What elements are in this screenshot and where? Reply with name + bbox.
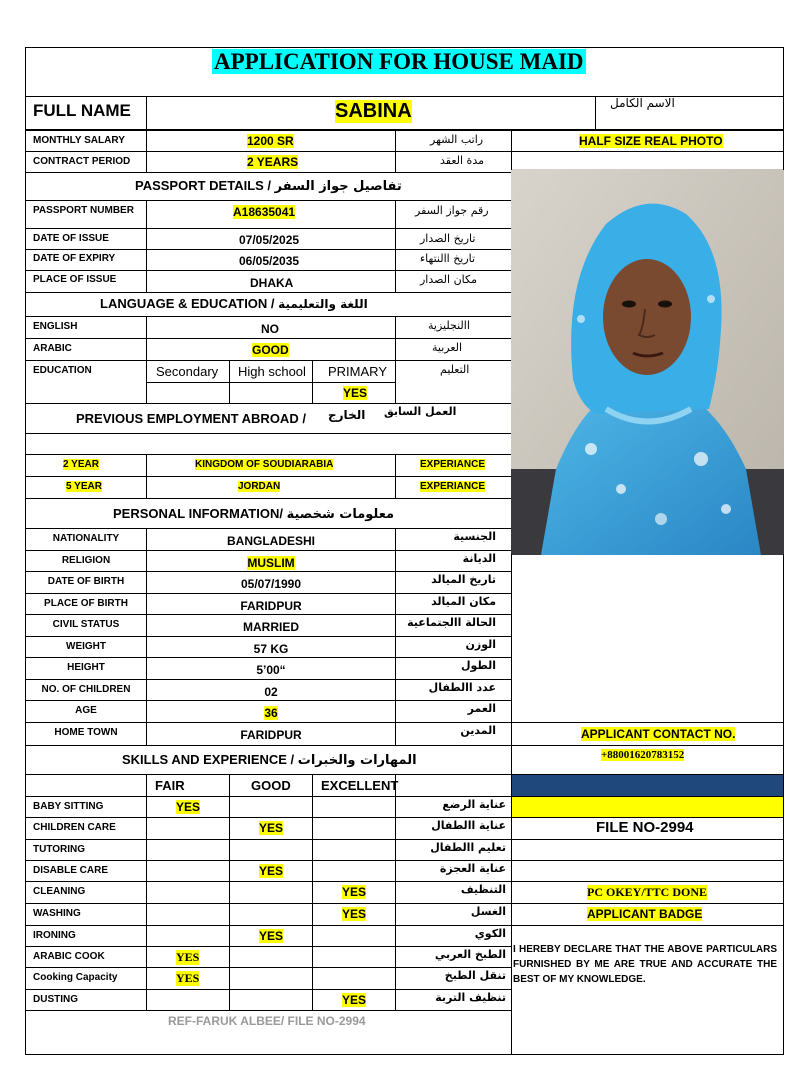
edu-primary: PRIMARY xyxy=(328,364,387,379)
skill-excellent-cell xyxy=(312,946,396,968)
skill-label-ar: تنظيف التربة xyxy=(435,991,506,1004)
personal-value: 02 xyxy=(264,685,278,699)
skill-excellent-cell xyxy=(312,796,396,818)
skill-label: IRONING xyxy=(33,930,76,941)
skill-label: TUTORING xyxy=(33,844,86,855)
personal-value-wrap xyxy=(146,597,396,615)
contact-value: +88001620783152 xyxy=(601,749,685,761)
navy-band xyxy=(511,774,784,797)
passport-number-label-ar: رقم جواز السفر xyxy=(415,204,489,217)
personal-label-ar: تاريخ الميالد xyxy=(431,573,496,586)
personal-value-wrap xyxy=(146,532,396,550)
education-label-ar: التعليم xyxy=(440,363,470,376)
applicant-photo xyxy=(511,169,784,555)
skill-fair-cell xyxy=(146,860,230,882)
yellow-band xyxy=(511,796,784,818)
skills-col-excellent: EXCELLENT xyxy=(321,778,399,793)
contract-value: 2 YEARS xyxy=(247,155,299,169)
personal-label-ar: الديانة xyxy=(462,552,496,565)
personal-label-ar: العمر xyxy=(467,702,496,715)
skill-good-value: YES xyxy=(259,929,284,943)
file-no: FILE NO-2994 xyxy=(596,819,694,836)
skill-fair-cell xyxy=(146,839,230,861)
employment-row-2-years: 5 YEAR xyxy=(66,481,102,492)
skills-heading: SKILLS AND EXPERIENCE / المهارات والخبرات xyxy=(122,752,417,768)
employment-row-1-country: KINGDOM OF SOUDIARABIA xyxy=(195,459,334,470)
skill-excellent-value: YES xyxy=(342,907,367,921)
personal-label-ar: الجنسية xyxy=(453,530,496,543)
edu-secondary: Secondary xyxy=(156,364,219,379)
language-heading: LANGUAGE & EDUCATION / اللغة والتعليمية xyxy=(100,296,368,311)
skill-label-ar: الغسل xyxy=(470,905,506,918)
skill-label-ar: عناية العجزة xyxy=(439,862,506,875)
skill-good-cell xyxy=(229,796,313,818)
skill-good-cell xyxy=(229,989,313,1011)
skill-good-cell xyxy=(229,967,313,990)
edu-primary-value: YES xyxy=(343,386,368,400)
page-title: APPLICATION FOR HOUSE MAID xyxy=(214,49,584,74)
personal-label: WEIGHT xyxy=(66,641,106,652)
personal-heading: PERSONAL INFORMATION/ معلومات شخصية xyxy=(113,506,395,522)
skill-excellent-cell xyxy=(312,860,396,882)
personal-label: NATIONALITY xyxy=(52,533,120,544)
skill-excellent-value: YES xyxy=(342,885,367,899)
pc-okey: PC OKEY/TTC DONE xyxy=(587,885,708,899)
passport-number-value: A18635041 xyxy=(233,205,296,219)
applicant-photo-image xyxy=(511,169,784,555)
personal-label-ar: الطول xyxy=(460,659,496,672)
skills-col-blank xyxy=(25,774,147,797)
right-blank-1 xyxy=(511,839,784,861)
right-blank-2 xyxy=(511,860,784,882)
skill-fair-cell xyxy=(146,881,230,904)
edu-highschool-value-cell xyxy=(229,382,313,404)
employment-heading: PREVIOUS EMPLOYMENT ABROAD / xyxy=(76,411,306,426)
edu-highschool: High school xyxy=(238,364,306,379)
salary-value: 1200 SR xyxy=(247,134,294,148)
employment-blank-row xyxy=(25,433,512,455)
photo-frame-lower xyxy=(511,151,784,170)
salary-label: MONTHLY SALARY xyxy=(33,135,125,146)
passport-heading: PASSPORT DETAILS / تفاصيل جواز السفر xyxy=(135,178,402,194)
arabic-label: ARABIC xyxy=(33,343,72,354)
skill-label: ARABIC COOK xyxy=(33,951,105,962)
skill-excellent-cell xyxy=(312,925,396,947)
personal-value-wrap xyxy=(146,726,396,744)
personal-value: MUSLIM xyxy=(247,556,295,570)
skill-excellent-cell xyxy=(312,817,396,840)
footer-ref: REF-FARUK ALBEE/ FILE NO-2994 xyxy=(168,1014,366,1028)
employment-heading-ar-1: الخارج xyxy=(328,408,366,422)
personal-label: HEIGHT xyxy=(67,662,105,673)
personal-value: 57 KG xyxy=(253,642,289,656)
employment-row-1-type: EXPERIANCE xyxy=(420,459,486,470)
skill-label: CHILDREN CARE xyxy=(33,822,116,833)
expiry-date-label: DATE OF EXPIRY xyxy=(33,253,116,264)
skill-label-ar: تنقل الطبخ xyxy=(444,969,506,982)
personal-value: 05/07/1990 xyxy=(240,577,302,591)
personal-label-ar: مكان الميالد xyxy=(431,595,496,608)
passport-number-label: PASSPORT NUMBER xyxy=(33,205,134,216)
personal-label: RELIGION xyxy=(61,555,111,566)
personal-value-wrap xyxy=(146,683,396,701)
arabic-value: GOOD xyxy=(252,343,289,357)
skill-fair-cell xyxy=(146,903,230,926)
employment-heading-ar-2: العمل السابق xyxy=(384,405,457,418)
skill-label: DUSTING xyxy=(33,994,78,1005)
skill-label: DISABLE CARE xyxy=(33,865,109,876)
skill-label-ar: عناية االطفال xyxy=(431,819,506,832)
arabic-label-ar: العربية xyxy=(432,341,463,354)
skills-col-good: GOOD xyxy=(251,778,291,793)
employment-row-2-country: JORDAN xyxy=(238,481,281,492)
contract-label: CONTRACT PERIOD xyxy=(33,156,131,167)
expiry-date-value: 06/05/2035 xyxy=(239,254,300,268)
skill-excellent-cell xyxy=(312,839,396,861)
personal-label: DATE OF BIRTH xyxy=(47,576,125,587)
salary-label-ar: راتب الشهر xyxy=(430,133,484,146)
declaration: I HEREBY DECLARE THAT THE ABOVE PARTICULARS FURNISHED BY ME ARE TRUE AND ACCURATE THE BEST OF MY KNOWLEDGE. xyxy=(513,944,777,985)
skill-fair-cell xyxy=(146,817,230,840)
personal-value-wrap xyxy=(146,704,396,722)
personal-label-ar: الوزن xyxy=(465,638,496,651)
skills-col-ar-blank xyxy=(395,774,512,797)
skill-good-cell xyxy=(229,881,313,904)
edu-secondary-value-cell xyxy=(146,382,230,404)
full-name-label-ar: الاسم الكامل xyxy=(610,96,675,110)
personal-label: PLACE OF BIRTH xyxy=(44,598,128,609)
english-label-ar: االنجليزية xyxy=(428,319,470,332)
personal-value-wrap xyxy=(146,661,396,679)
issue-date-label: DATE OF ISSUE xyxy=(33,233,109,244)
skill-label-ar: تعليم االطفال xyxy=(430,841,506,854)
employment-row-2-type: EXPERIANCE xyxy=(420,481,486,492)
personal-label: HOME TOWN xyxy=(54,727,118,738)
personal-value: MARRIED xyxy=(243,620,299,634)
issue-place-label-ar: مكان الصدار xyxy=(420,273,477,286)
photo-label: HALF SIZE REAL PHOTO xyxy=(579,134,723,148)
personal-label-ar: الحالة االجتماعية xyxy=(407,616,496,629)
full-name-value: SABINA xyxy=(335,100,412,122)
personal-label-ar: المدين xyxy=(460,724,496,737)
badge: APPLICANT BADGE xyxy=(587,907,703,921)
personal-value-wrap xyxy=(146,575,396,593)
personal-label: AGE xyxy=(75,705,97,716)
skill-good-value: YES xyxy=(259,864,284,878)
personal-value-wrap xyxy=(146,640,396,658)
issue-place-value: DHAKA xyxy=(250,276,294,290)
skill-label-ar: التنظيف xyxy=(460,883,506,896)
skill-label-ar: عناية الرضع xyxy=(442,798,506,811)
skill-good-value: YES xyxy=(259,821,284,835)
personal-value: 36 xyxy=(264,706,278,720)
skill-label: CLEANING xyxy=(33,886,86,897)
education-label: EDUCATION xyxy=(33,365,92,376)
skill-fair-cell xyxy=(146,925,230,947)
personal-value: BANGLADESHI xyxy=(226,534,315,548)
skill-label: Cooking Capacity xyxy=(33,972,118,983)
skill-good-cell xyxy=(229,946,313,968)
personal-label: NO. OF CHILDREN xyxy=(41,684,131,695)
contact-label: APPLICANT CONTACT NO. xyxy=(581,727,736,741)
issue-place-label: PLACE OF ISSUE xyxy=(33,274,117,285)
skill-label: BABY SITTING xyxy=(33,801,104,812)
skill-fair-cell xyxy=(146,989,230,1011)
skill-excellent-cell xyxy=(312,967,396,990)
personal-value: FARIDPUR xyxy=(240,728,302,742)
personal-value: FARIDPUR xyxy=(240,599,302,613)
issue-date-value: 07/05/2025 xyxy=(239,233,300,247)
personal-label-ar: عدد االطفال xyxy=(428,681,496,694)
skills-col-fair: FAIR xyxy=(155,778,185,793)
full-name-label: FULL NAME xyxy=(33,101,131,120)
skill-fair-value: YES xyxy=(176,950,200,964)
personal-label: CIVIL STATUS xyxy=(52,619,120,630)
skill-good-cell xyxy=(229,839,313,861)
personal-value: 5’00“ xyxy=(256,663,286,677)
right-blank-area xyxy=(511,554,784,723)
employment-row-1-years: 2 YEAR xyxy=(63,459,99,470)
skill-fair-value: YES xyxy=(176,971,200,985)
skill-label-ar: الكوي xyxy=(474,927,506,940)
skill-good-cell xyxy=(229,903,313,926)
personal-value-wrap xyxy=(146,554,396,572)
contract-label-ar: مدة العقد xyxy=(440,154,484,167)
skill-label: WASHING xyxy=(33,908,81,919)
skill-fair-value: YES xyxy=(176,800,201,814)
english-value: NO xyxy=(261,322,279,336)
expiry-date-label-ar: تاريخ االنتهاء xyxy=(420,252,476,265)
skill-excellent-value: YES xyxy=(342,993,367,1007)
personal-value-wrap xyxy=(146,618,396,636)
skill-label-ar: الطبخ العربي xyxy=(434,948,506,961)
issue-date-label-ar: تاريخ الصدار xyxy=(420,232,476,245)
english-label: ENGLISH xyxy=(33,321,78,332)
